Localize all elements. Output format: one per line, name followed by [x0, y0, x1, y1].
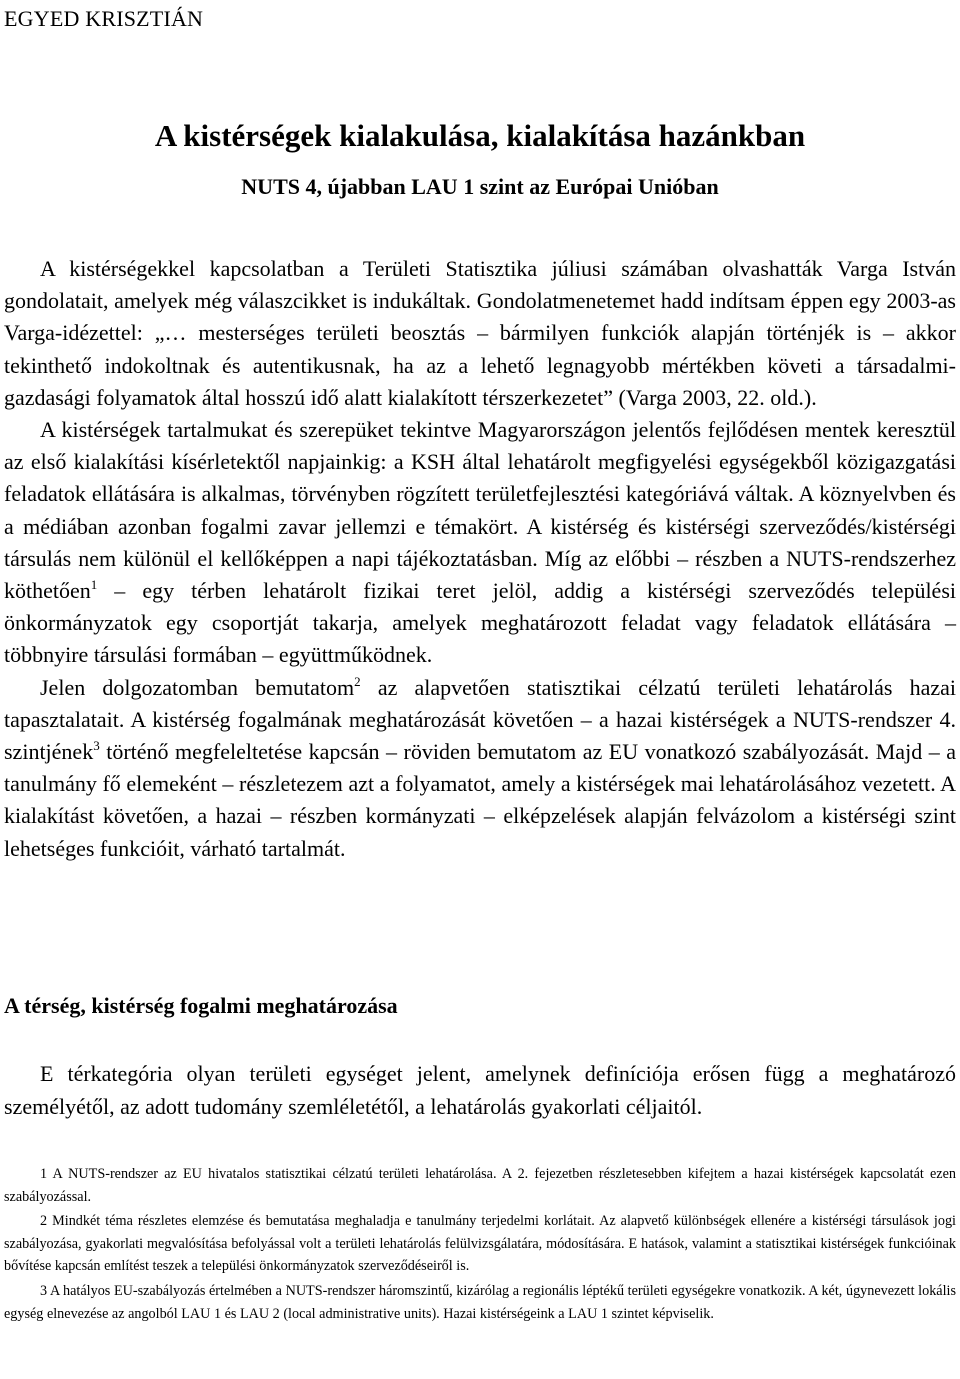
body-paragraph-3-text-c: történő megfeleltetése kapcsán – röviden bemutatom az EU vonatkozó szabályozását. Majd – a tanulmány fő elemeként – részletezem azt a folyamatot, amely a kistérségek mai lehatárolásához vezetett. A kialakítást követően, a hazai – részben kormányzati – elképzelések alapján felvázolom a kistérségi szint lehetséges funkcióit, várható tartalmát.: [4, 739, 956, 861]
body-paragraph-2: [4, 414, 956, 672]
article-subtitle: NUTS 4, újabban LAU 1 szint az Európai Unióban: [241, 174, 719, 199]
body-paragraph-3-text-a: Jelen dolgozatomban bemutatom: [40, 674, 355, 700]
section-heading: A térség, kistérség fogalmi meghatározása: [4, 993, 398, 1018]
body-text: [4, 253, 956, 865]
footnote-ref-1: 1: [90, 577, 98, 593]
body-paragraph-3: [4, 672, 956, 865]
footnote-2: 2 Mindkét téma részletes elemzése és bemutatása meghaladja e tanulmány terjedelmi korlátait. Az alapvető különbségek ellenére a kistérségi társulások jogi szabályozása, gyakorlati megvalósítása befolyással volt a területi lehatárolás felülvizsgálatára, módosítására. E hatások, valamint a statisztikai kistérségek funkcióinak bővítése kapcsán említést teszek a települési önkormányzatok szerveződéseiről is.: [4, 1213, 956, 1275]
author-name: EGYED KRISZTIÁN: [4, 6, 204, 31]
footnote-ref-3: 3: [93, 738, 100, 754]
body-paragraph-2-text-b: – egy térben lehatárolt fizikai teret jelöl, addig a kistérségi szerveződés települési önkormányzatok egy csoportját takarja, amelyek meghatározott feladat vagy feladatok ellátására – többnyire társulási formában – együttműködnek.: [4, 578, 956, 668]
body-paragraph-1: A kistérségekkel kapcsolatban a Területi Statisztika júliusi számában olvashatták Varga István gondolatait, amelyek még válaszcikket is indukáltak. Gondolatmenetemet hadd indítsam éppen egy 2003-as Varga-idézettel: „… mesterséges területi beosztás – bármilyen funkciók alapján történjék is – akkor tekinthető indokoltnak és autentikusnak, ha az a lehető legnagyobb mértékben követi a társadalmi-gazdasági folyamatok által hosszú idő alatt kialakított térszerkezetet” (Varga 2003, 22. old.).: [4, 256, 956, 410]
footnote-3: 3 A hatályos EU-szabályozás értelmében a NUTS-rendszer háromszintű, kizárólag a regionális léptékű területi egységekre vonatkozik. A két, úgynevezett lokális egység elnevezése az angolból LAU 1 és LAU 2 (local administrative units). Hazai kistérségeink a LAU 1 szintet képviselik.: [4, 1282, 956, 1322]
article-title: A kistérségek kialakulása, kialakítása hazánkban: [154, 118, 806, 153]
footnote-ref-2: 2: [354, 673, 361, 689]
body-paragraph-2-text-a: A kistérségek tartalmukat és szerepüket tekintve Magyarországon jelentős fejlődésen mentek keresztül az első kialakítási kísérletektől napjainkig: a KSH által lehatárolt megfigyelési egységekből közigazgatási feladatok ellátására is alkalmas, törvényben rögzített területfejlesztési kategóriává váltak. A köznyelvben és a médiában azonban fogalmi zavar jellemzi e témakört. A kistérség és kistérségi szerveződés/kistérségi társulás nem különül el kellőképpen a napi tájékoztatásban. Míg az előbbi – részben a NUTS-rendszerhez köthetően: [4, 417, 956, 604]
section-paragraph-1: E térkategória olyan területi egységet jelent, amelynek definíciója erősen függ a meghatározó személyétől, az adott tudomány szemléletétől, a lehatárolás gyakorlati céljaitól.: [4, 1061, 956, 1119]
footnotes: [4, 1163, 956, 1327]
footnote-1: 1 A NUTS-rendszer az EU hivatalos statisztikai célzatú területi lehatárolása. A 2. fejezetben részletesebben kifejtem a hazai kistérségek kapcsolatát ezen szabályozással.: [4, 1166, 956, 1205]
body-paragraph-3-text-b: az alapvetően statisztikai célzatú területi lehatárolás hazai tapasztalatait. A kistérség fogalmának meghatározását követően – a hazai kistérségek a NUTS-rendszer 4. szintjének: [4, 674, 957, 765]
section-text: [4, 1058, 956, 1123]
